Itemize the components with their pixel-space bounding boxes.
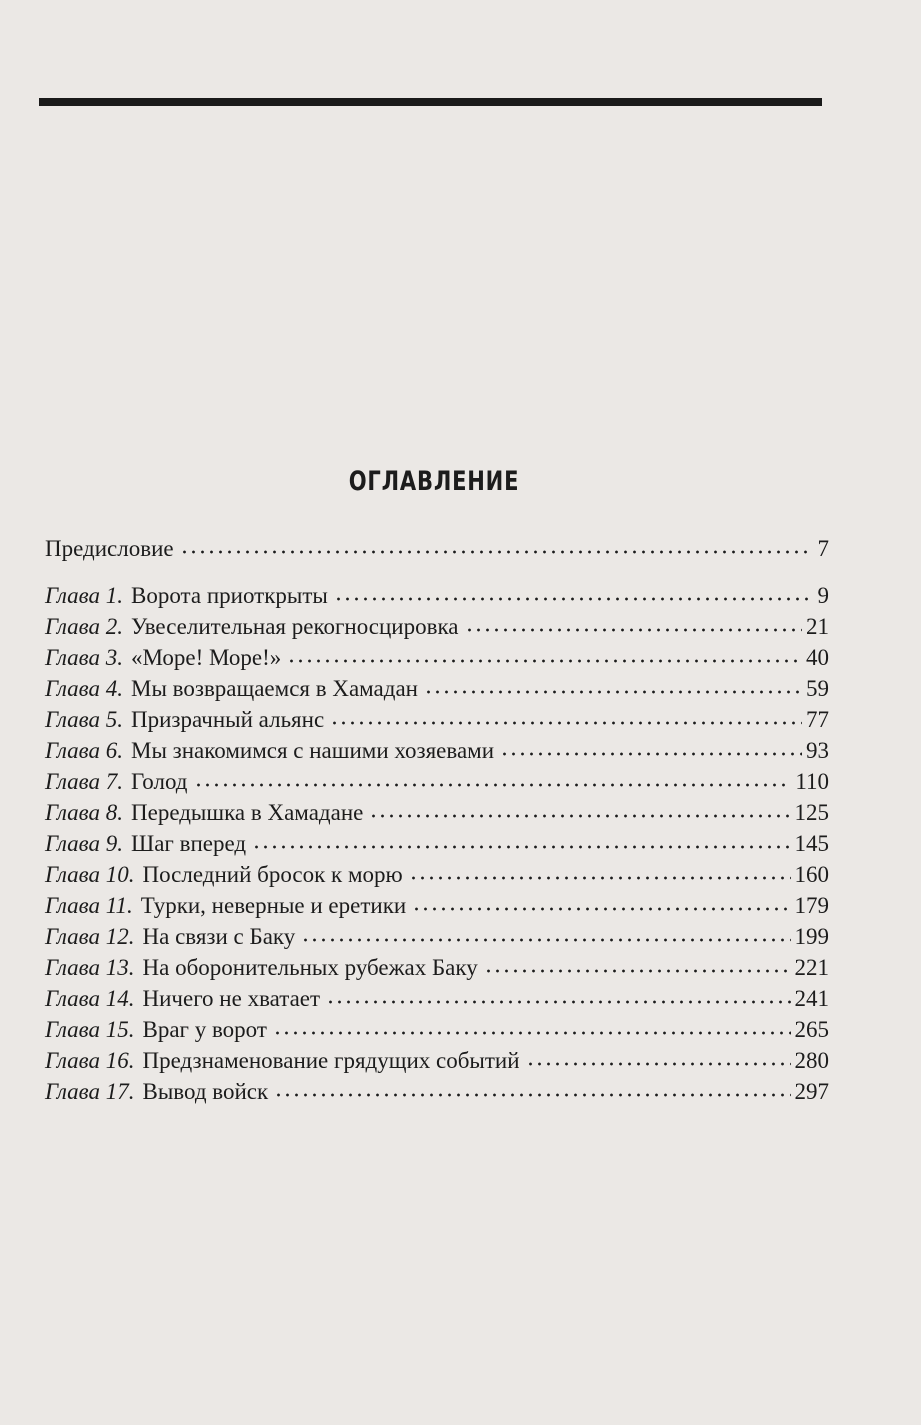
chapter-title: Передышка в Хамадане	[131, 800, 364, 825]
dot-leader	[287, 659, 802, 663]
dot-leader	[180, 550, 811, 554]
chapter-number: Глава 8.	[45, 800, 123, 825]
chapter-number: Глава 11.	[45, 893, 133, 918]
chapter-title: Предзнаменование грядущих событий	[142, 1048, 520, 1073]
chapter-title: Увеселительная рекогносцировка	[131, 614, 459, 639]
toc-page-number: 77	[806, 707, 829, 732]
toc-entry	[45, 983, 829, 1014]
chapter-list	[45, 580, 829, 1107]
toc-entry	[45, 673, 829, 704]
page-title: ОГЛАВЛЕНИЕ	[348, 466, 520, 497]
dot-leader	[424, 690, 802, 694]
dot-leader	[273, 1031, 791, 1035]
chapter-title: На оборонительных рубежах Баку	[142, 955, 478, 980]
toc-page-number: 9	[817, 583, 829, 608]
chapter-title: Ворота приоткрыты	[131, 583, 328, 608]
chapter-title: На связи с Баку	[142, 924, 296, 949]
chapter-number: Глава 10.	[45, 862, 135, 887]
dot-leader	[465, 628, 802, 632]
dot-leader	[484, 969, 791, 973]
dot-leader	[274, 1093, 790, 1097]
toc-entry	[45, 797, 829, 828]
toc-entry	[45, 1014, 829, 1045]
toc-entry	[45, 735, 829, 766]
toc-entry	[45, 952, 829, 983]
chapter-number: Глава 2.	[45, 614, 123, 639]
chapter-title: Вывод войск	[142, 1079, 269, 1104]
dot-leader	[326, 1000, 790, 1004]
toc-page-number: 265	[794, 1017, 829, 1042]
chapter-title: Враг у ворот	[142, 1017, 267, 1042]
table-of-contents	[45, 533, 829, 1107]
chapter-title: Ничего не хватает	[142, 986, 321, 1011]
chapter-title: Призрачный альянс	[131, 707, 325, 732]
toc-page-number: 40	[806, 645, 829, 670]
dot-leader	[412, 907, 790, 911]
chapter-title: Турки, неверные и еретики	[140, 893, 407, 918]
toc-page-number: 179	[794, 893, 829, 918]
chapter-number: Глава 6.	[45, 738, 123, 763]
toc-entry-label: Предисловие	[45, 536, 174, 561]
toc-entry	[45, 828, 829, 859]
dot-leader	[194, 783, 792, 787]
dot-leader	[301, 938, 790, 942]
chapter-number: Глава 5.	[45, 707, 123, 732]
dot-leader	[526, 1062, 791, 1066]
dot-leader	[252, 845, 790, 849]
toc-entry-preface	[45, 533, 829, 564]
chapter-number: Глава 7.	[45, 769, 123, 794]
dot-leader	[330, 721, 802, 725]
toc-page-number: 199	[794, 924, 829, 949]
toc-page-number: 241	[794, 986, 829, 1011]
chapter-title: Голод	[131, 769, 188, 794]
toc-entry	[45, 580, 829, 611]
chapter-number: Глава 4.	[45, 676, 123, 701]
chapter-title: Мы возвращаемся в Хамадан	[131, 676, 418, 701]
toc-entry	[45, 611, 829, 642]
chapter-title: Шаг вперед	[131, 831, 247, 856]
toc-page-number: 59	[806, 676, 829, 701]
toc-page-number: 93	[806, 738, 829, 763]
toc-page-number: 280	[794, 1048, 829, 1073]
chapter-number: Глава 13.	[45, 955, 135, 980]
toc-page-number: 7	[817, 536, 829, 561]
dot-leader	[334, 597, 811, 601]
dot-leader	[369, 814, 790, 818]
toc-page-number: 160	[794, 862, 829, 887]
chapter-number: Глава 14.	[45, 986, 135, 1011]
chapter-number: Глава 9.	[45, 831, 123, 856]
chapter-number: Глава 16.	[45, 1048, 135, 1073]
dot-leader	[500, 752, 802, 756]
toc-entry	[45, 921, 829, 952]
toc-entry	[45, 642, 829, 673]
header-rule	[39, 98, 822, 106]
chapter-number: Глава 15.	[45, 1017, 135, 1042]
chapter-title: «Море! Море!»	[131, 645, 282, 670]
toc-page-number: 110	[795, 769, 829, 794]
toc-entry	[45, 766, 829, 797]
chapter-number: Глава 3.	[45, 645, 123, 670]
toc-entry	[45, 1045, 829, 1076]
toc-entry	[45, 1076, 829, 1107]
toc-page-number: 125	[794, 800, 829, 825]
chapter-number: Глава 12.	[45, 924, 135, 949]
toc-page-number: 297	[794, 1079, 829, 1104]
chapter-title: Последний бросок к морю	[142, 862, 403, 887]
toc-entry	[45, 859, 829, 890]
chapter-number: Глава 1.	[45, 583, 123, 608]
toc-page-number: 221	[794, 955, 829, 980]
toc-entry	[45, 890, 829, 921]
chapter-title: Мы знакомимся с нашими хозяевами	[131, 738, 495, 763]
toc-entry	[45, 704, 829, 735]
dot-leader	[409, 876, 791, 880]
chapter-number: Глава 17.	[45, 1079, 135, 1104]
toc-page-number: 145	[794, 831, 829, 856]
toc-page-number: 21	[806, 614, 829, 639]
